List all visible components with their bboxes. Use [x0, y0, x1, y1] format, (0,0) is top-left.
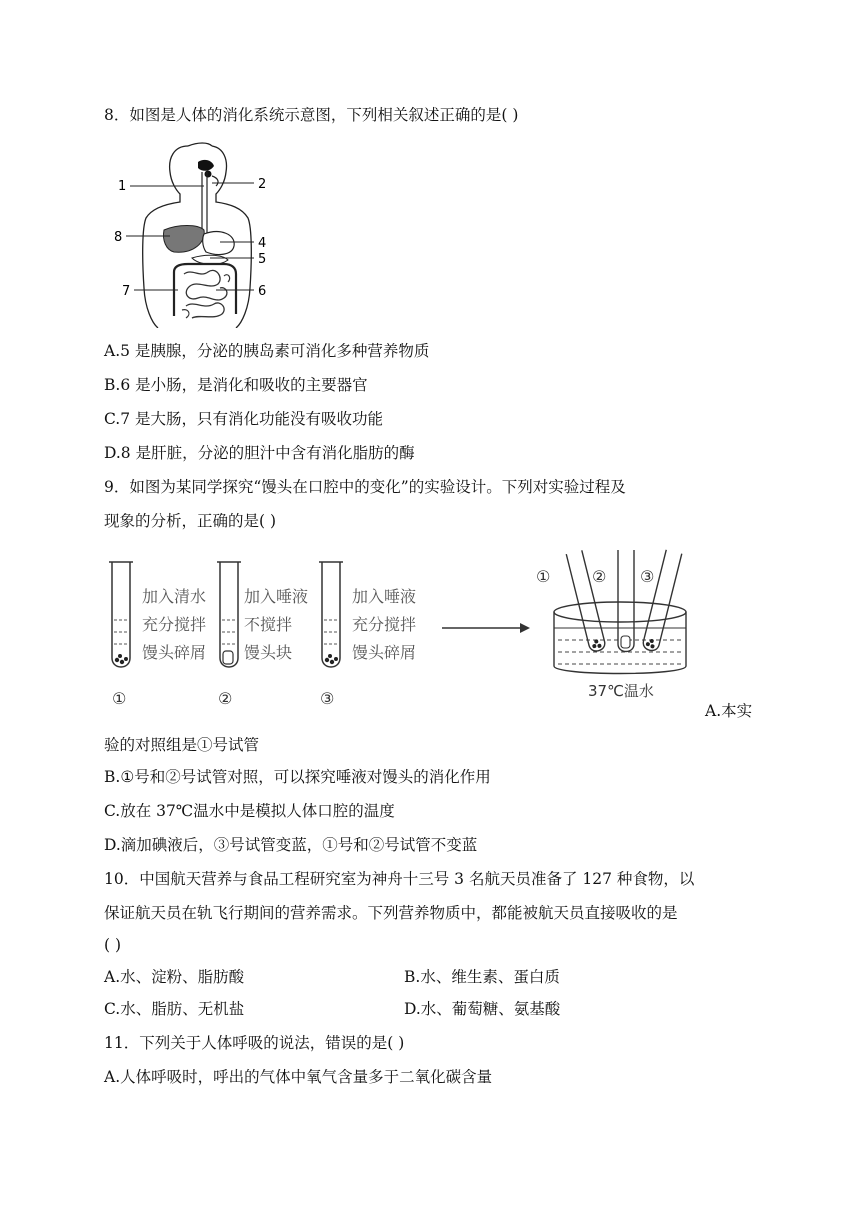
- test-tube-3: [319, 562, 343, 667]
- fig-label-4: 4: [258, 236, 267, 251]
- svg-text:馒头块: 馒头块: [244, 643, 293, 662]
- q8-option-d: D.8 是肝脏，分泌的胆汁中含有消化脂肪的酶: [104, 444, 415, 462]
- q8-stem: 8．如图是人体的消化系统示意图，下列相关叙述正确的是( ): [104, 106, 519, 124]
- q10-option-c: C.水、脂肪、无机盐: [104, 1000, 245, 1018]
- q9-option-a-part2: 验的对照组是①号试管: [104, 736, 260, 754]
- tube-num-1: ①: [112, 689, 127, 708]
- q9-option-b: B.①号和②号试管对照，可以探究唾液对馒头的消化作用: [104, 768, 491, 786]
- arrow-right-icon: [442, 623, 530, 633]
- svg-text:充分搅拌: 充分搅拌: [142, 615, 207, 634]
- svg-text:加入清水: 加入清水: [142, 587, 207, 606]
- q11-option-a: A.人体呼吸时，呼出的气体中氧气含量多于二氧化碳含量: [104, 1068, 493, 1086]
- test-tube-1: [109, 562, 133, 667]
- svg-text:加入唾液: 加入唾液: [352, 587, 417, 606]
- fig-label-2: 2: [258, 177, 267, 192]
- q10-stem-line3: ( ): [104, 936, 122, 954]
- digestive-system-figure: [108, 138, 278, 328]
- beaker-label: 37℃温水: [588, 682, 654, 700]
- q9-option-d: D.滴加碘液后，③号试管变蓝，①号和②号试管不变蓝: [104, 836, 478, 854]
- beaker-num-1: ①: [536, 567, 551, 586]
- q9-option-a-part1: A.本实: [705, 702, 753, 720]
- q10-stem-line2: 保证航天员在轨飞行期间的营养需求。下列营养物质中，都能被航天员直接吸收的是: [104, 904, 678, 922]
- test-tube-2: [217, 562, 241, 667]
- experiment-figure: [100, 548, 720, 718]
- svg-text:充分搅拌: 充分搅拌: [352, 615, 417, 634]
- beaker-num-3: ③: [640, 567, 655, 586]
- q10-option-a: A.水、淀粉、脂肪酸: [104, 968, 245, 986]
- q10-stem-line1: 10．中国航天营养与食品工程研究室为神舟十三号 3 名航天员准备了 127 种食物，以: [104, 870, 695, 888]
- tube-num-3: ③: [320, 689, 335, 708]
- q8-option-a: A.5 是胰腺，分泌的胰岛素可消化多种营养物质: [104, 342, 430, 360]
- fig-label-8: 8: [114, 230, 123, 245]
- svg-text:馒头碎屑: 馒头碎屑: [352, 643, 417, 662]
- q11-stem: 11．下列关于人体呼吸的说法，错误的是( ): [104, 1034, 405, 1052]
- q9-option-c: C.放在 37℃温水中是模拟人体口腔的温度: [104, 802, 395, 820]
- svg-text:不搅拌: 不搅拌: [244, 615, 293, 634]
- beaker: [554, 550, 686, 674]
- q9-stem-line2: 现象的分析，正确的是( ): [104, 512, 277, 530]
- fig-label-5: 5: [258, 252, 267, 267]
- beaker-num-2: ②: [592, 567, 607, 586]
- q8-option-c: C.7 是大肠，只有消化功能没有吸收功能: [104, 410, 384, 428]
- q10-option-d: D.水、葡萄糖、氨基酸: [404, 1000, 561, 1018]
- q10-option-b: B.水、维生素、蛋白质: [404, 968, 560, 986]
- svg-text:加入唾液: 加入唾液: [244, 587, 309, 606]
- tube-num-2: ②: [218, 689, 233, 708]
- fig-label-7: 7: [122, 284, 131, 299]
- q9-stem-line1: 9．如图为某同学探究“馒头在口腔中的变化”的实验设计。下列对实验过程及: [104, 478, 626, 496]
- svg-text:馒头碎屑: 馒头碎屑: [142, 643, 207, 662]
- fig-label-6: 6: [258, 284, 267, 299]
- q8-option-b: B.6 是小肠，是消化和吸收的主要器官: [104, 376, 368, 394]
- fig-label-1: 1: [118, 179, 127, 194]
